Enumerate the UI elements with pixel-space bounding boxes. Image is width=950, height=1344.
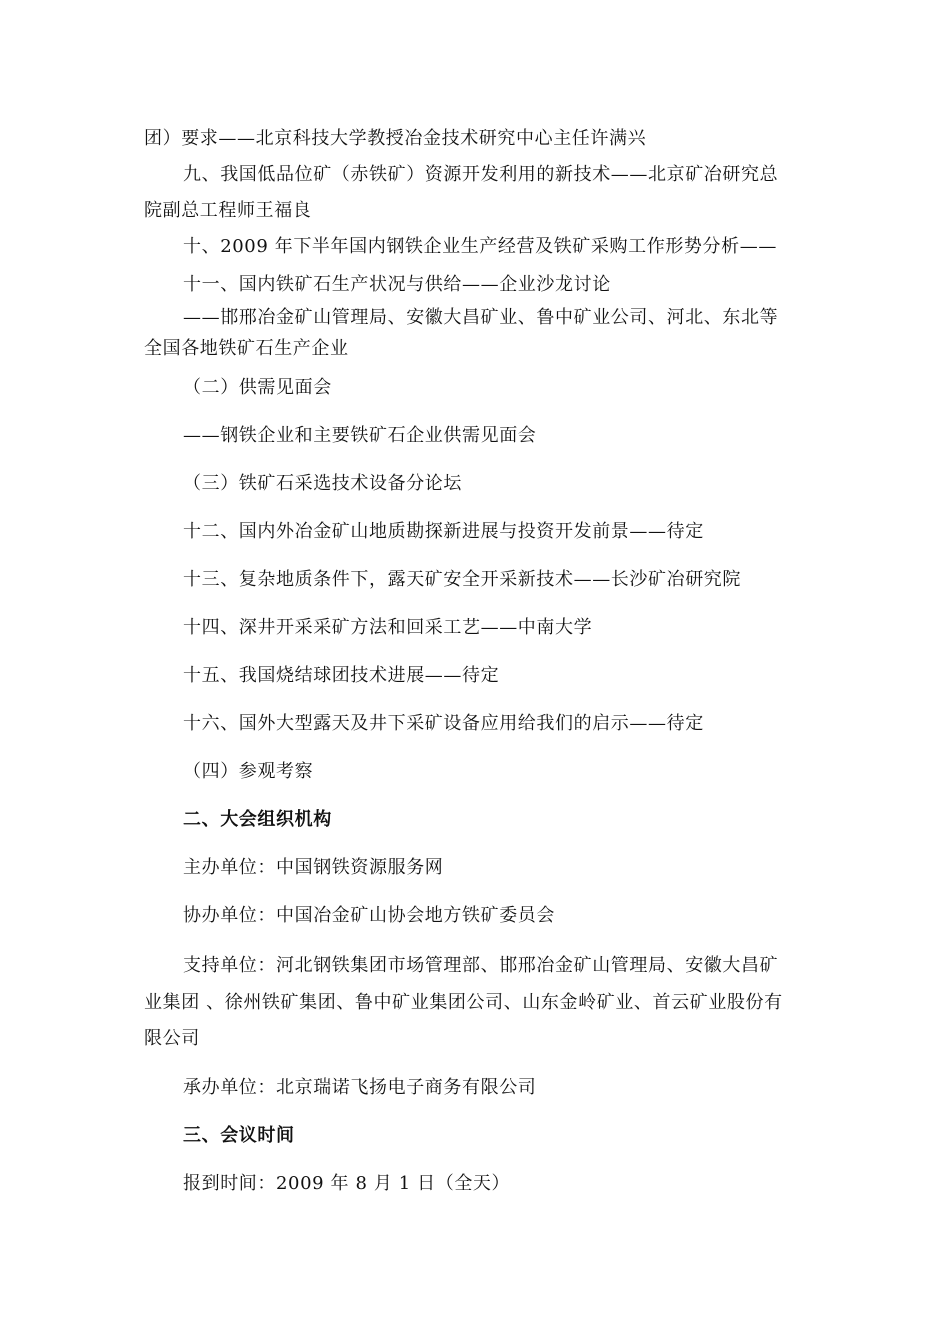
text-line-registration-time: 报到时间：2009 年 8 月 1 日（全天） bbox=[183, 1173, 511, 1194]
text-line-item-9: 九、我国低品位矿（赤铁矿）资源开发利用的新技术——北京矿冶研究总 bbox=[183, 164, 779, 185]
text-line-host: 主办单位：中国钢铁资源服务网 bbox=[183, 857, 444, 878]
text-line-item-14: 十四、深井开采采矿方法和回采工艺——中南大学 bbox=[183, 617, 593, 638]
text-line-supporters-cont-2: 限公司 bbox=[144, 1028, 200, 1049]
text-line-item-9-cont: 院副总工程师王福良 bbox=[144, 200, 312, 221]
text-line-item-10: 十、2009 年下半年国内钢铁企业生产经营及铁矿采购工作形势分析—— bbox=[183, 236, 777, 257]
text-line-co-organizer: 协办单位：中国冶金矿山协会地方铁矿委员会 bbox=[183, 905, 555, 926]
heading-organization: 二、大会组织机构 bbox=[183, 809, 332, 830]
text-line-supporters: 支持单位：河北钢铁集团市场管理部、邯邢冶金矿山管理局、安徽大昌矿 bbox=[183, 955, 779, 976]
text-line-item-16: 十六、国外大型露天及井下采矿设备应用给我们的启示——待定 bbox=[183, 713, 704, 734]
text-line-item-12: 十二、国内外冶金矿山地质勘探新进展与投资开发前景——待定 bbox=[183, 521, 704, 542]
section-heading-3: （三）铁矿石采选技术设备分论坛 bbox=[183, 473, 462, 494]
heading-meeting-time: 三、会议时间 bbox=[183, 1125, 295, 1146]
section-heading-2: （二）供需见面会 bbox=[183, 377, 332, 398]
text-line-supply-meeting: ——钢铁企业和主要铁矿石企业供需见面会 bbox=[183, 425, 537, 446]
section-heading-4: （四）参观考察 bbox=[183, 761, 314, 782]
text-line-undertaker: 承办单位：北京瑞诺飞扬电子商务有限公司 bbox=[183, 1077, 537, 1098]
text-line-item-13: 十三、复杂地质条件下，露天矿安全开采新技术——长沙矿冶研究院 bbox=[183, 569, 741, 590]
text-line-item-11-detail: ——邯邢冶金矿山管理局、安徽大昌矿业、鲁中矿业公司、河北、东北等 bbox=[183, 307, 779, 328]
text-line-continuation: 团）要求——北京科技大学教授冶金技术研究中心主任许满兴 bbox=[144, 128, 647, 149]
text-line-item-15: 十五、我国烧结球团技术进展——待定 bbox=[183, 665, 500, 686]
text-line-supporters-cont: 业集团 、徐州铁矿集团、鲁中矿业集团公司、山东金岭矿业、首云矿业股份有 bbox=[144, 992, 783, 1013]
text-line-item-11-detail-cont: 全国各地铁矿石生产企业 bbox=[144, 338, 349, 359]
text-line-item-11: 十一、国内铁矿石生产状况与供给——企业沙龙讨论 bbox=[183, 274, 611, 295]
